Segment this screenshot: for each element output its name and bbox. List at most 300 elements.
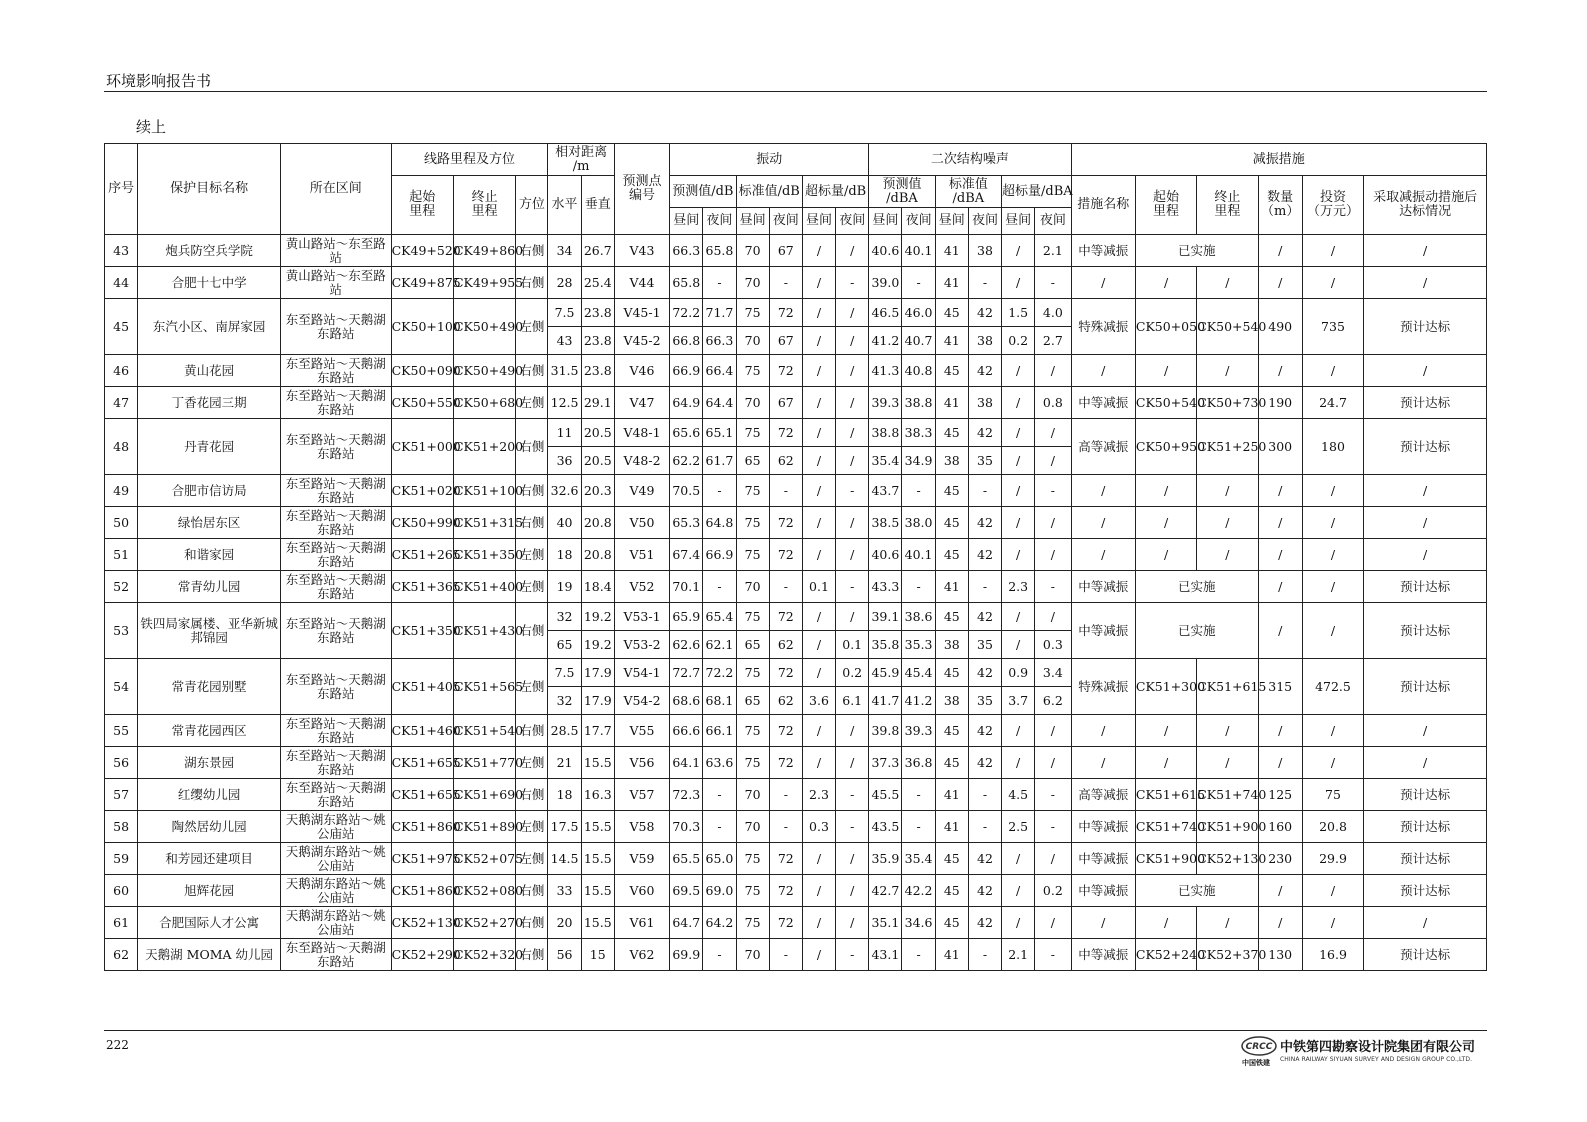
mitigation-invest: / (1302, 603, 1363, 659)
row-section: 东至路站～天鹅湖东路站 (280, 475, 391, 507)
noise-pred-day: 41.7 (869, 687, 902, 715)
noise-std-day: 45 (935, 659, 968, 687)
vib-std-night: - (769, 571, 802, 603)
vib-pred-night: - (703, 267, 736, 299)
col-noise-pred: 预测值 /dBA (869, 176, 935, 208)
footer-divider (104, 1030, 1487, 1031)
row-side: 右侧 (516, 907, 548, 939)
noise-std-day: 45 (935, 475, 968, 507)
vib-std-day: 70 (736, 811, 769, 843)
noise-std-night: 42 (968, 299, 1001, 327)
vib-exc-night: / (836, 507, 869, 539)
mitigation-name: / (1071, 507, 1135, 539)
row-end-mileage: CK51+565 (453, 659, 515, 715)
row-end-mileage: CK51+315 (453, 507, 515, 539)
row-target: 陶然居幼儿园 (138, 811, 281, 843)
vib-std-day: 65 (736, 631, 769, 659)
row-section: 东至路站～天鹅湖东路站 (280, 299, 391, 355)
mitigation-invest: 735 (1302, 299, 1363, 355)
vib-exc-day: / (802, 715, 835, 747)
vib-pred-day: 70.3 (670, 811, 703, 843)
col-invest: 投资 （万元） (1302, 176, 1363, 235)
table-row (105, 659, 1487, 687)
dist-horiz: 19 (548, 571, 581, 603)
row-section: 东至路站～天鹅湖东路站 (280, 419, 391, 475)
vib-pred-day: 72.3 (670, 779, 703, 811)
vib-pred-night: 71.7 (703, 299, 736, 327)
row-end-mileage: CK52+270 (453, 907, 515, 939)
noise-std-night: 35 (968, 631, 1001, 659)
noise-std-night: 42 (968, 747, 1001, 779)
vib-exc-day: 0.1 (802, 571, 835, 603)
row-side: 左侧 (516, 747, 548, 779)
noise-std-night: 38 (968, 387, 1001, 419)
table-row (105, 299, 1487, 327)
noise-std-night: 42 (968, 907, 1001, 939)
mitigation-end: CK51+740 (1197, 779, 1258, 811)
vib-std-day: 75 (736, 907, 769, 939)
row-seq: 51 (105, 539, 138, 571)
point-id: V55 (614, 715, 669, 747)
row-end-mileage: CK51+770 (453, 747, 515, 779)
col-night: 夜间 (703, 208, 736, 235)
table-row (105, 571, 1487, 603)
row-side: 左侧 (516, 659, 548, 715)
point-id: V57 (614, 779, 669, 811)
table-row (105, 779, 1487, 811)
dist-vert: 17.7 (581, 715, 614, 747)
vib-pred-day: 70.1 (670, 571, 703, 603)
dist-horiz: 18 (548, 539, 581, 571)
mitigation-qty: / (1258, 907, 1302, 939)
vib-exc-night: 0.1 (836, 631, 869, 659)
noise-pred-day: 40.6 (869, 235, 902, 267)
noise-exc-night: / (1035, 539, 1071, 571)
noise-std-day: 45 (935, 507, 968, 539)
noise-exc-day: / (1002, 907, 1035, 939)
noise-std-day: 45 (935, 747, 968, 779)
mitigation-qty: / (1258, 355, 1302, 387)
company-name-cn: 中铁第四勘察设计院集团有限公司 (1280, 1040, 1476, 1055)
col-mileage-group: 线路里程及方位 (391, 144, 548, 176)
table-row (105, 507, 1487, 539)
vib-std-day: 70 (736, 571, 769, 603)
noise-pred-day: 43.3 (869, 571, 902, 603)
vib-exc-day: / (802, 507, 835, 539)
row-start-mileage: CK51+975 (391, 843, 453, 875)
row-start-mileage: CK50+100 (391, 299, 453, 355)
vib-exc-day: / (802, 875, 835, 907)
table-row (105, 939, 1487, 971)
dist-horiz: 17.5 (548, 811, 581, 843)
noise-pred-night: 35.3 (902, 631, 935, 659)
mitigation-invest: / (1302, 475, 1363, 507)
noise-std-day: 41 (935, 327, 968, 355)
mitigation-invest: / (1302, 267, 1363, 299)
vib-std-night: 72 (769, 715, 802, 747)
noise-pred-night: - (902, 811, 935, 843)
vib-pred-night: 65.8 (703, 235, 736, 267)
mitigation-qty: 230 (1258, 843, 1302, 875)
col-mit-end: 终止 里程 (1197, 176, 1258, 235)
noise-exc-night: / (1035, 907, 1071, 939)
col-day: 昼间 (802, 208, 835, 235)
vib-pred-night: 62.1 (703, 631, 736, 659)
dist-vert: 15.5 (581, 907, 614, 939)
row-side: 左侧 (516, 299, 548, 355)
noise-pred-night: 38.0 (902, 507, 935, 539)
vib-std-night: 72 (769, 603, 802, 631)
document-header-title: 环境影响报告书 (106, 72, 212, 90)
row-side: 右侧 (516, 355, 548, 387)
mitigation-end: / (1197, 747, 1258, 779)
noise-pred-night: - (902, 571, 935, 603)
col-mit-name: 措施名称 (1071, 176, 1135, 235)
vib-std-day: 75 (736, 875, 769, 907)
mitigation-name: / (1071, 747, 1135, 779)
vib-pred-day: 64.1 (670, 747, 703, 779)
row-start-mileage: CK51+655 (391, 747, 453, 779)
row-start-mileage: CK51+860 (391, 875, 453, 907)
vib-pred-night: 65.0 (703, 843, 736, 875)
row-section: 天鹅湖东路站～姚公庙站 (280, 843, 391, 875)
vib-std-day: 75 (736, 539, 769, 571)
mitigation-end: / (1197, 267, 1258, 299)
vib-pred-day: 65.5 (670, 843, 703, 875)
noise-pred-night: 40.8 (902, 355, 935, 387)
noise-pred-day: 39.3 (869, 387, 902, 419)
mitigation-qty: / (1258, 603, 1302, 659)
vib-pred-day: 72.7 (670, 659, 703, 687)
row-target: 红缨幼儿园 (138, 779, 281, 811)
noise-exc-night: 3.4 (1035, 659, 1071, 687)
dist-vert: 29.1 (581, 387, 614, 419)
vib-std-night: - (769, 267, 802, 299)
dist-horiz: 43 (548, 327, 581, 355)
point-id: V52 (614, 571, 669, 603)
mitigation-result: / (1364, 747, 1487, 779)
row-start-mileage: CK51+655 (391, 779, 453, 811)
point-id: V58 (614, 811, 669, 843)
row-end-mileage: CK52+320 (453, 939, 515, 971)
col-day: 昼间 (670, 208, 703, 235)
mitigation-end: / (1197, 355, 1258, 387)
row-section: 天鹅湖东路站～姚公庙站 (280, 875, 391, 907)
noise-pred-night: 42.2 (902, 875, 935, 907)
row-seq: 59 (105, 843, 138, 875)
noise-exc-day: / (1002, 507, 1035, 539)
table-row (105, 843, 1487, 875)
row-seq: 52 (105, 571, 138, 603)
vib-exc-day: / (802, 907, 835, 939)
vib-pred-day: 66.6 (670, 715, 703, 747)
dist-horiz: 28 (548, 267, 581, 299)
noise-exc-night: - (1035, 779, 1071, 811)
noise-std-night: 42 (968, 419, 1001, 447)
vib-exc-night: / (836, 447, 869, 475)
vib-exc-night: / (836, 747, 869, 779)
noise-exc-day: / (1002, 419, 1035, 447)
continued-label: 续上 (136, 118, 167, 136)
row-section: 天鹅湖东路站～姚公庙站 (280, 811, 391, 843)
vib-exc-day: / (802, 235, 835, 267)
point-id: V54-2 (614, 687, 669, 715)
mitigation-invest: / (1302, 507, 1363, 539)
row-side: 左侧 (516, 387, 548, 419)
mitigation-name: / (1071, 715, 1135, 747)
vib-std-night: 62 (769, 631, 802, 659)
noise-pred-night: 38.3 (902, 419, 935, 447)
vib-exc-night: / (836, 327, 869, 355)
col-after: 采取减振动措施后 达标情况 (1364, 176, 1487, 235)
col-day: 昼间 (869, 208, 902, 235)
row-target: 湖东景园 (138, 747, 281, 779)
mitigation-end: / (1197, 907, 1258, 939)
vib-pred-night: - (703, 475, 736, 507)
table-row (105, 907, 1487, 939)
noise-pred-night: 38.6 (902, 603, 935, 631)
dist-vert: 15 (581, 939, 614, 971)
mitigation-end: CK50+730 (1197, 387, 1258, 419)
col-mitigation-group: 减振措施 (1071, 144, 1486, 176)
mitigation-result: 预计达标 (1364, 843, 1487, 875)
vib-exc-night: - (836, 475, 869, 507)
vib-std-day: 75 (736, 475, 769, 507)
col-night: 夜间 (1035, 208, 1071, 235)
point-id: V46 (614, 355, 669, 387)
mitigation-qty: / (1258, 507, 1302, 539)
mitigation-invest: 180 (1302, 419, 1363, 475)
vib-std-day: 75 (736, 659, 769, 687)
vib-pred-night: - (703, 571, 736, 603)
point-id: V48-1 (614, 419, 669, 447)
mitigation-name: 中等减振 (1071, 387, 1135, 419)
row-start-mileage: CK52+290 (391, 939, 453, 971)
mitigation-range: 已实施 (1135, 603, 1258, 659)
row-seq: 50 (105, 507, 138, 539)
mitigation-name: / (1071, 539, 1135, 571)
dist-vert: 17.9 (581, 659, 614, 687)
row-seq: 61 (105, 907, 138, 939)
noise-exc-day: 4.5 (1002, 779, 1035, 811)
row-end-mileage: CK52+075 (453, 843, 515, 875)
row-start-mileage: CK51+460 (391, 715, 453, 747)
mitigation-name: / (1071, 267, 1135, 299)
row-target: 天鹅湖 MOMA 幼儿园 (138, 939, 281, 971)
row-section: 天鹅湖东路站～姚公庙站 (280, 907, 391, 939)
noise-std-night: 38 (968, 327, 1001, 355)
point-id: V43 (614, 235, 669, 267)
mitigation-result: / (1364, 355, 1487, 387)
vib-exc-day: / (802, 603, 835, 631)
row-seq: 46 (105, 355, 138, 387)
vib-pred-day: 70.5 (670, 475, 703, 507)
row-target: 东汽小区、南屏家园 (138, 299, 281, 355)
vib-pred-night: 65.4 (703, 603, 736, 631)
noise-exc-day: / (1002, 843, 1035, 875)
dist-vert: 15.5 (581, 747, 614, 779)
page-number: 222 (106, 1038, 129, 1052)
noise-pred-night: - (902, 475, 935, 507)
row-start-mileage: CK51+350 (391, 603, 453, 659)
col-vert: 垂直 (581, 176, 614, 235)
col-night: 夜间 (836, 208, 869, 235)
noise-exc-night: 0.8 (1035, 387, 1071, 419)
vib-pred-night: - (703, 779, 736, 811)
vib-std-night: - (769, 811, 802, 843)
col-end: 终止 里程 (453, 176, 515, 235)
row-seq: 62 (105, 939, 138, 971)
company-logo (1240, 1034, 1490, 1070)
noise-exc-day: / (1002, 631, 1035, 659)
table-row (105, 355, 1487, 387)
mitigation-invest: / (1302, 539, 1363, 571)
vib-exc-day: / (802, 631, 835, 659)
row-end-mileage: CK51+350 (453, 539, 515, 571)
vib-std-day: 75 (736, 355, 769, 387)
mitigation-qty: 160 (1258, 811, 1302, 843)
noise-std-day: 45 (935, 419, 968, 447)
point-id: V51 (614, 539, 669, 571)
noise-std-day: 45 (935, 875, 968, 907)
vib-std-night: 62 (769, 447, 802, 475)
row-target: 铁四局家属楼、亚华新城邦锦园 (138, 603, 281, 659)
vib-std-night: - (769, 779, 802, 811)
dist-horiz: 7.5 (548, 659, 581, 687)
mitigation-qty: 300 (1258, 419, 1302, 475)
row-end-mileage: CK49+955 (453, 267, 515, 299)
mitigation-result: / (1364, 475, 1487, 507)
vib-std-night: 72 (769, 843, 802, 875)
noise-std-day: 41 (935, 811, 968, 843)
vib-std-night: 67 (769, 327, 802, 355)
row-seq: 44 (105, 267, 138, 299)
noise-exc-day: / (1002, 355, 1035, 387)
vib-std-day: 75 (736, 747, 769, 779)
table-row (105, 715, 1487, 747)
noise-exc-day: / (1002, 387, 1035, 419)
vib-std-day: 65 (736, 687, 769, 715)
vib-exc-night: / (836, 715, 869, 747)
mitigation-result: / (1364, 267, 1487, 299)
mitigation-result: / (1364, 235, 1487, 267)
mitigation-end: / (1197, 539, 1258, 571)
svg-text:CRCC: CRCC (1245, 1042, 1273, 1052)
vib-std-night: 72 (769, 507, 802, 539)
noise-std-night: 42 (968, 715, 1001, 747)
mitigation-invest: / (1302, 715, 1363, 747)
mitigation-result: / (1364, 715, 1487, 747)
mitigation-qty: 125 (1258, 779, 1302, 811)
row-start-mileage: CK51+365 (391, 571, 453, 603)
vib-pred-day: 69.9 (670, 939, 703, 971)
mitigation-range: 已实施 (1135, 875, 1258, 907)
noise-exc-day: 2.1 (1002, 939, 1035, 971)
col-horiz: 水平 (548, 176, 581, 235)
dist-horiz: 32.6 (548, 475, 581, 507)
vib-pred-day: 66.3 (670, 235, 703, 267)
vib-exc-night: - (836, 811, 869, 843)
noise-std-night: 42 (968, 843, 1001, 875)
vib-exc-night: 6.1 (836, 687, 869, 715)
table-row (105, 603, 1487, 631)
dist-horiz: 31.5 (548, 355, 581, 387)
row-start-mileage: CK51+405 (391, 659, 453, 715)
noise-pred-night: 34.6 (902, 907, 935, 939)
vib-exc-night: - (836, 571, 869, 603)
vib-pred-night: 64.8 (703, 507, 736, 539)
vib-exc-night: - (836, 939, 869, 971)
noise-std-day: 45 (935, 539, 968, 571)
vib-pred-night: 66.4 (703, 355, 736, 387)
row-target: 常青幼儿园 (138, 571, 281, 603)
mitigation-qty: / (1258, 539, 1302, 571)
dist-horiz: 14.5 (548, 843, 581, 875)
noise-pred-night: - (902, 779, 935, 811)
noise-std-night: - (968, 939, 1001, 971)
vib-std-night: 72 (769, 539, 802, 571)
dist-horiz: 34 (548, 235, 581, 267)
mitigation-name: 中等减振 (1071, 939, 1135, 971)
vib-exc-night: / (836, 843, 869, 875)
noise-pred-day: 43.7 (869, 475, 902, 507)
vib-exc-night: / (836, 539, 869, 571)
mitigation-name: 中等减振 (1071, 571, 1135, 603)
row-target: 合肥十七中学 (138, 267, 281, 299)
row-side: 左侧 (516, 539, 548, 571)
noise-pred-day: 39.1 (869, 603, 902, 631)
vib-pred-day: 72.2 (670, 299, 703, 327)
row-seq: 55 (105, 715, 138, 747)
vib-pred-night: 63.6 (703, 747, 736, 779)
noise-exc-night: / (1035, 603, 1071, 631)
row-end-mileage: CK51+400 (453, 571, 515, 603)
col-day: 昼间 (1002, 208, 1035, 235)
row-target: 合肥市信访局 (138, 475, 281, 507)
row-target: 和芳园还建项目 (138, 843, 281, 875)
dist-vert: 20.5 (581, 419, 614, 447)
vib-exc-day: / (802, 843, 835, 875)
dist-horiz: 33 (548, 875, 581, 907)
dist-vert: 20.3 (581, 475, 614, 507)
noise-std-night: - (968, 779, 1001, 811)
noise-pred-day: 35.4 (869, 447, 902, 475)
row-section: 黄山路站～东至路站 (280, 235, 391, 267)
vib-std-night: 72 (769, 907, 802, 939)
row-side: 右侧 (516, 267, 548, 299)
table-row (105, 875, 1487, 907)
vib-exc-day: / (802, 659, 835, 687)
dist-vert: 17.9 (581, 687, 614, 715)
noise-exc-day: 3.7 (1002, 687, 1035, 715)
mitigation-start: CK51+300 (1135, 659, 1196, 715)
vib-exc-night: / (836, 355, 869, 387)
row-target: 炮兵防空兵学院 (138, 235, 281, 267)
vib-exc-day: / (802, 267, 835, 299)
mitigation-invest: / (1302, 907, 1363, 939)
mitigation-name: 特殊减振 (1071, 299, 1135, 355)
mitigation-invest: / (1302, 875, 1363, 907)
vib-std-night: 62 (769, 687, 802, 715)
dist-vert: 25.4 (581, 267, 614, 299)
noise-pred-day: 37.3 (869, 747, 902, 779)
vib-std-day: 70 (736, 267, 769, 299)
row-start-mileage: CK50+550 (391, 387, 453, 419)
row-section: 东至路站～天鹅湖东路站 (280, 507, 391, 539)
col-dist-group: 相对距离 /m (548, 144, 614, 176)
mitigation-start: / (1135, 267, 1196, 299)
vib-std-night: 72 (769, 419, 802, 447)
